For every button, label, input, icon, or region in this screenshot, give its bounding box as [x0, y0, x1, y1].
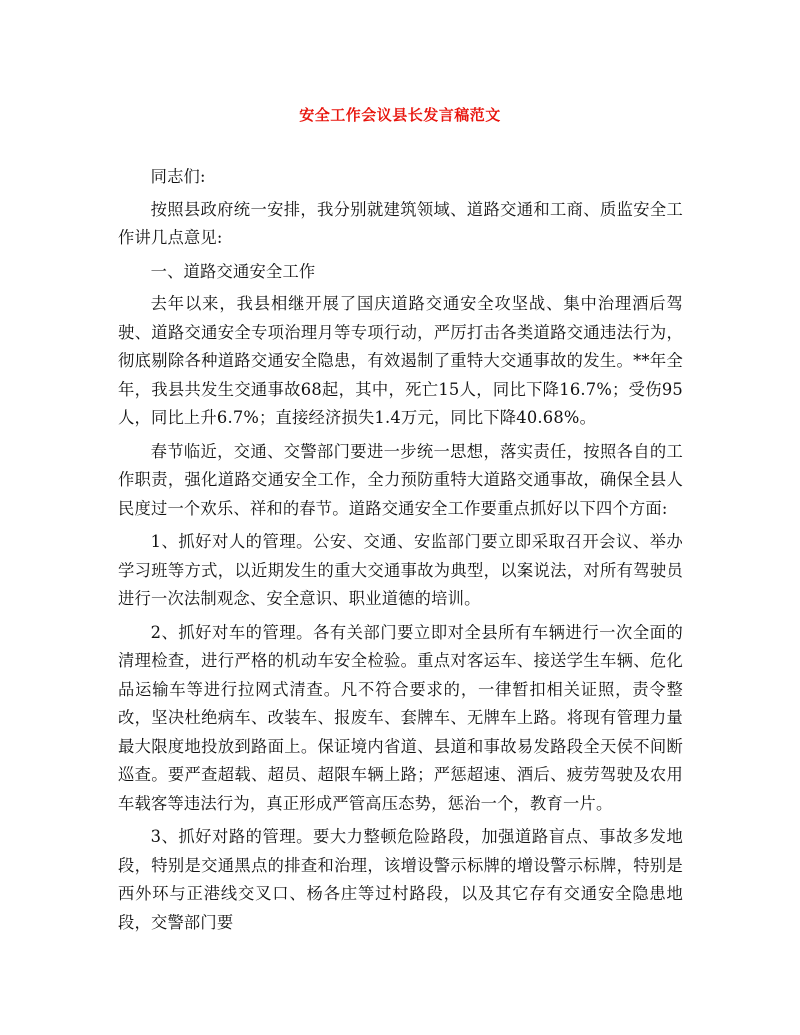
paragraph-vehicle-management: 2、抓好对车的管理。各有关部门要立即对全县所有车辆进行一次全面的清理检查，进行严格的机动车安全检验。重点对客运车、接送学生车辆、危化品运输车等进行拉网式清查。凡不符合要求的，一律暂扣相关证照，责令整改，坚决杜绝病车、改装车、报废车、套牌车、无牌车上路。将现有管理力量最大限度地投放到路面上。保证境内省道、县道和事故易发路段全天侯不间断巡查。要严查超载、超员、超限车辆上路；严惩超速、酒后、疲劳驾驶及农用车载客等违法行为，真正形成严管高压态势，惩治一个，教育一片。	[118, 622, 683, 813]
paragraph-road-management: 3、抓好对路的管理。要大力整顿危险路段，加强道路盲点、事故多发地段，特别是交通黑点的排查和治理，该增设警示标牌的增设警示标牌，特别是西外环与正港线交叉口、杨各庄等过村路段，以及其它存有交通安全隐患地段，交警部门要	[118, 827, 683, 932]
paragraph-people-management: 1、抓好对人的管理。公安、交通、安监部门要立即采取召开会议、举办学习班等方式，以近期发生的重大交通事故为典型，以案说法，对所有驾驶员进行一次法制观念、安全意识、职业道德的培训。	[118, 532, 683, 608]
paragraph-intro: 按照县政府统一安排，我分别就建筑领域、道路交通和工商、质监安全工作讲几点意见:	[118, 199, 683, 247]
section-heading-road-traffic: 一、道路交通安全工作	[150, 261, 316, 281]
paragraph-spring-festival: 春节临近，交通、交警部门要进一步统一思想，落实责任，按照各自的工作职责，强化道路交通安全工作，全力预防重特大道路交通事故，确保全县人民度过一个欢乐、祥和的春节。道路交通安全工作要重点抓好以下四个方面:	[118, 441, 683, 518]
paragraph-last-year: 去年以来，我县相继开展了国庆道路交通安全攻坚战、集中治理酒后驾驶、道路交通安全专项治理月等专项行动，严厉打击各类道路交通违法行为，彻底剔除各种道路交通安全隐患，有效遏制了重特大交通事故的发生。**年全年，我县共发生交通事故68起，其中，死亡15人，同比下降16.7%；受伤95人，同比上升6.7%；直接经济损失1.4万元，同比下降40.68%。	[118, 294, 683, 427]
document-title: 安全工作会议县长发言稿范文	[299, 106, 501, 124]
document-body	[118, 163, 683, 942]
salutation: 同志们:	[150, 167, 206, 186]
